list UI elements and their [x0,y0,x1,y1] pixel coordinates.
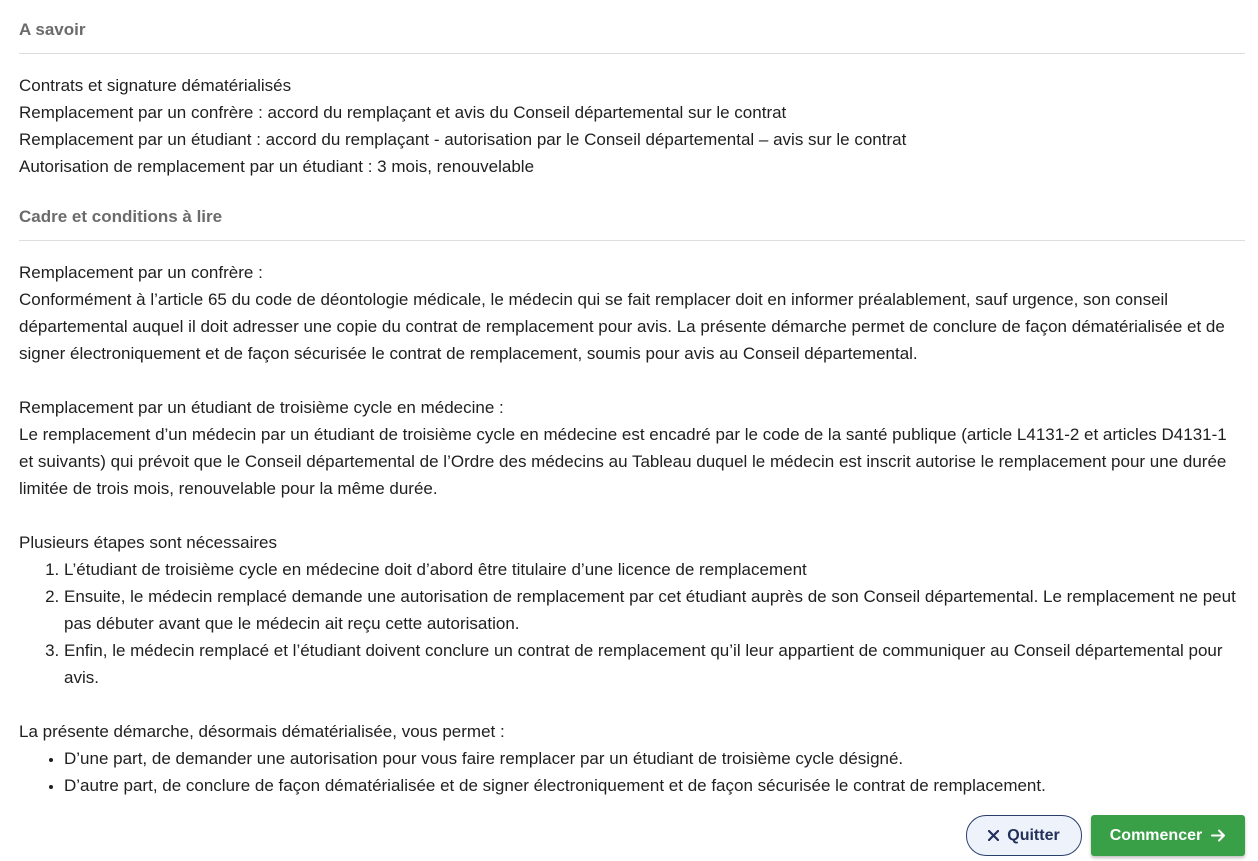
list-item: 2. Ensuite, le médecin remplacé demande une autorisation de remplacement par cet étudiant auprès de son Conseil départemental. Le remplacement ne peut pas débuter avant que le médecin ait reçu cette autorisation. [64,583,1245,637]
section-title-a-savoir: A savoir [19,0,1245,54]
a-savoir-line: Remplacement par un étudiant : accord du remplaçant - autorisation par le Conseil départemental – avis sur le contrat [19,130,907,149]
confrere-text: Conformément à l’article 65 du code de déontologie médicale, le médecin qui se fait remplacer doit en informer préalablement, sauf urgence, son conseil départemental auquel il doit adresser une copie du contrat de remplacement pour avis. La présente démarche permet de conclure de façon dématérialisée et de signer électroniquement et de façon sécurisée le contrat de remplacement, soumis pour avis au Conseil départemental. [19,290,1225,363]
quit-button[interactable] [966,815,1082,856]
demarche-list [19,745,1245,799]
a-savoir-line: Contrats et signature dématérialisés [19,76,292,95]
start-label: Commencer [1109,826,1203,844]
action-bar [966,815,1245,856]
start-button[interactable] [1091,815,1245,856]
quit-label: Quitter [1007,826,1060,844]
arrow-right-icon [1211,829,1226,842]
list-item: 1. L’étudiant de troisième cycle en médecine doit d’abord être titulaire d’une licence de remplacement [64,556,1245,583]
demarche-heading: La présente démarche, désormais dématérialisée, vous permet : [19,722,505,741]
content-area [19,0,1245,799]
etudiant-text: Le remplacement d’un médecin par un étudiant de troisième cycle en médecine est encadré par le code de la santé publique (article L4131-2 et articles D4131-1 et suivants) qui prévoit que le Conseil départemental de l’Ordre des médecins au Tableau duquel le médecin est inscrit autorise le remplacement pour une durée limitée de trois mois, renouvelable pour la même durée. [19,425,1227,498]
a-savoir-line: Autorisation de remplacement par un étudiant : 3 mois, renouvelable [19,157,535,176]
etapes-list [19,556,1245,691]
close-icon [988,830,999,841]
section-title-cadre: Cadre et conditions à lire [19,207,1245,241]
a-savoir-line: Remplacement par un confrère : accord du remplaçant et avis du Conseil départemental sur le contrat [19,103,787,122]
list-item: • D’une part, de demander une autorisation pour vous faire remplacer par un étudiant de troisième cycle désigné. [64,745,1245,772]
etudiant-heading: Remplacement par un étudiant de troisième cycle en médecine : [19,398,504,417]
cadre-content [19,241,1245,799]
confrere-heading: Remplacement par un confrère : [19,263,263,282]
a-savoir-list [19,54,1245,207]
list-item: • D’autre part, de conclure de façon dématérialisée et de signer électroniquement et de façon sécurisée le contrat de remplacement. [64,772,1245,799]
list-item: 3. Enfin, le médecin remplacé et l’étudiant doivent conclure un contrat de remplacement qu’il leur appartient de communiquer au Conseil départemental pour avis. [64,637,1245,691]
etapes-heading: Plusieurs étapes sont nécessaires [19,533,277,552]
